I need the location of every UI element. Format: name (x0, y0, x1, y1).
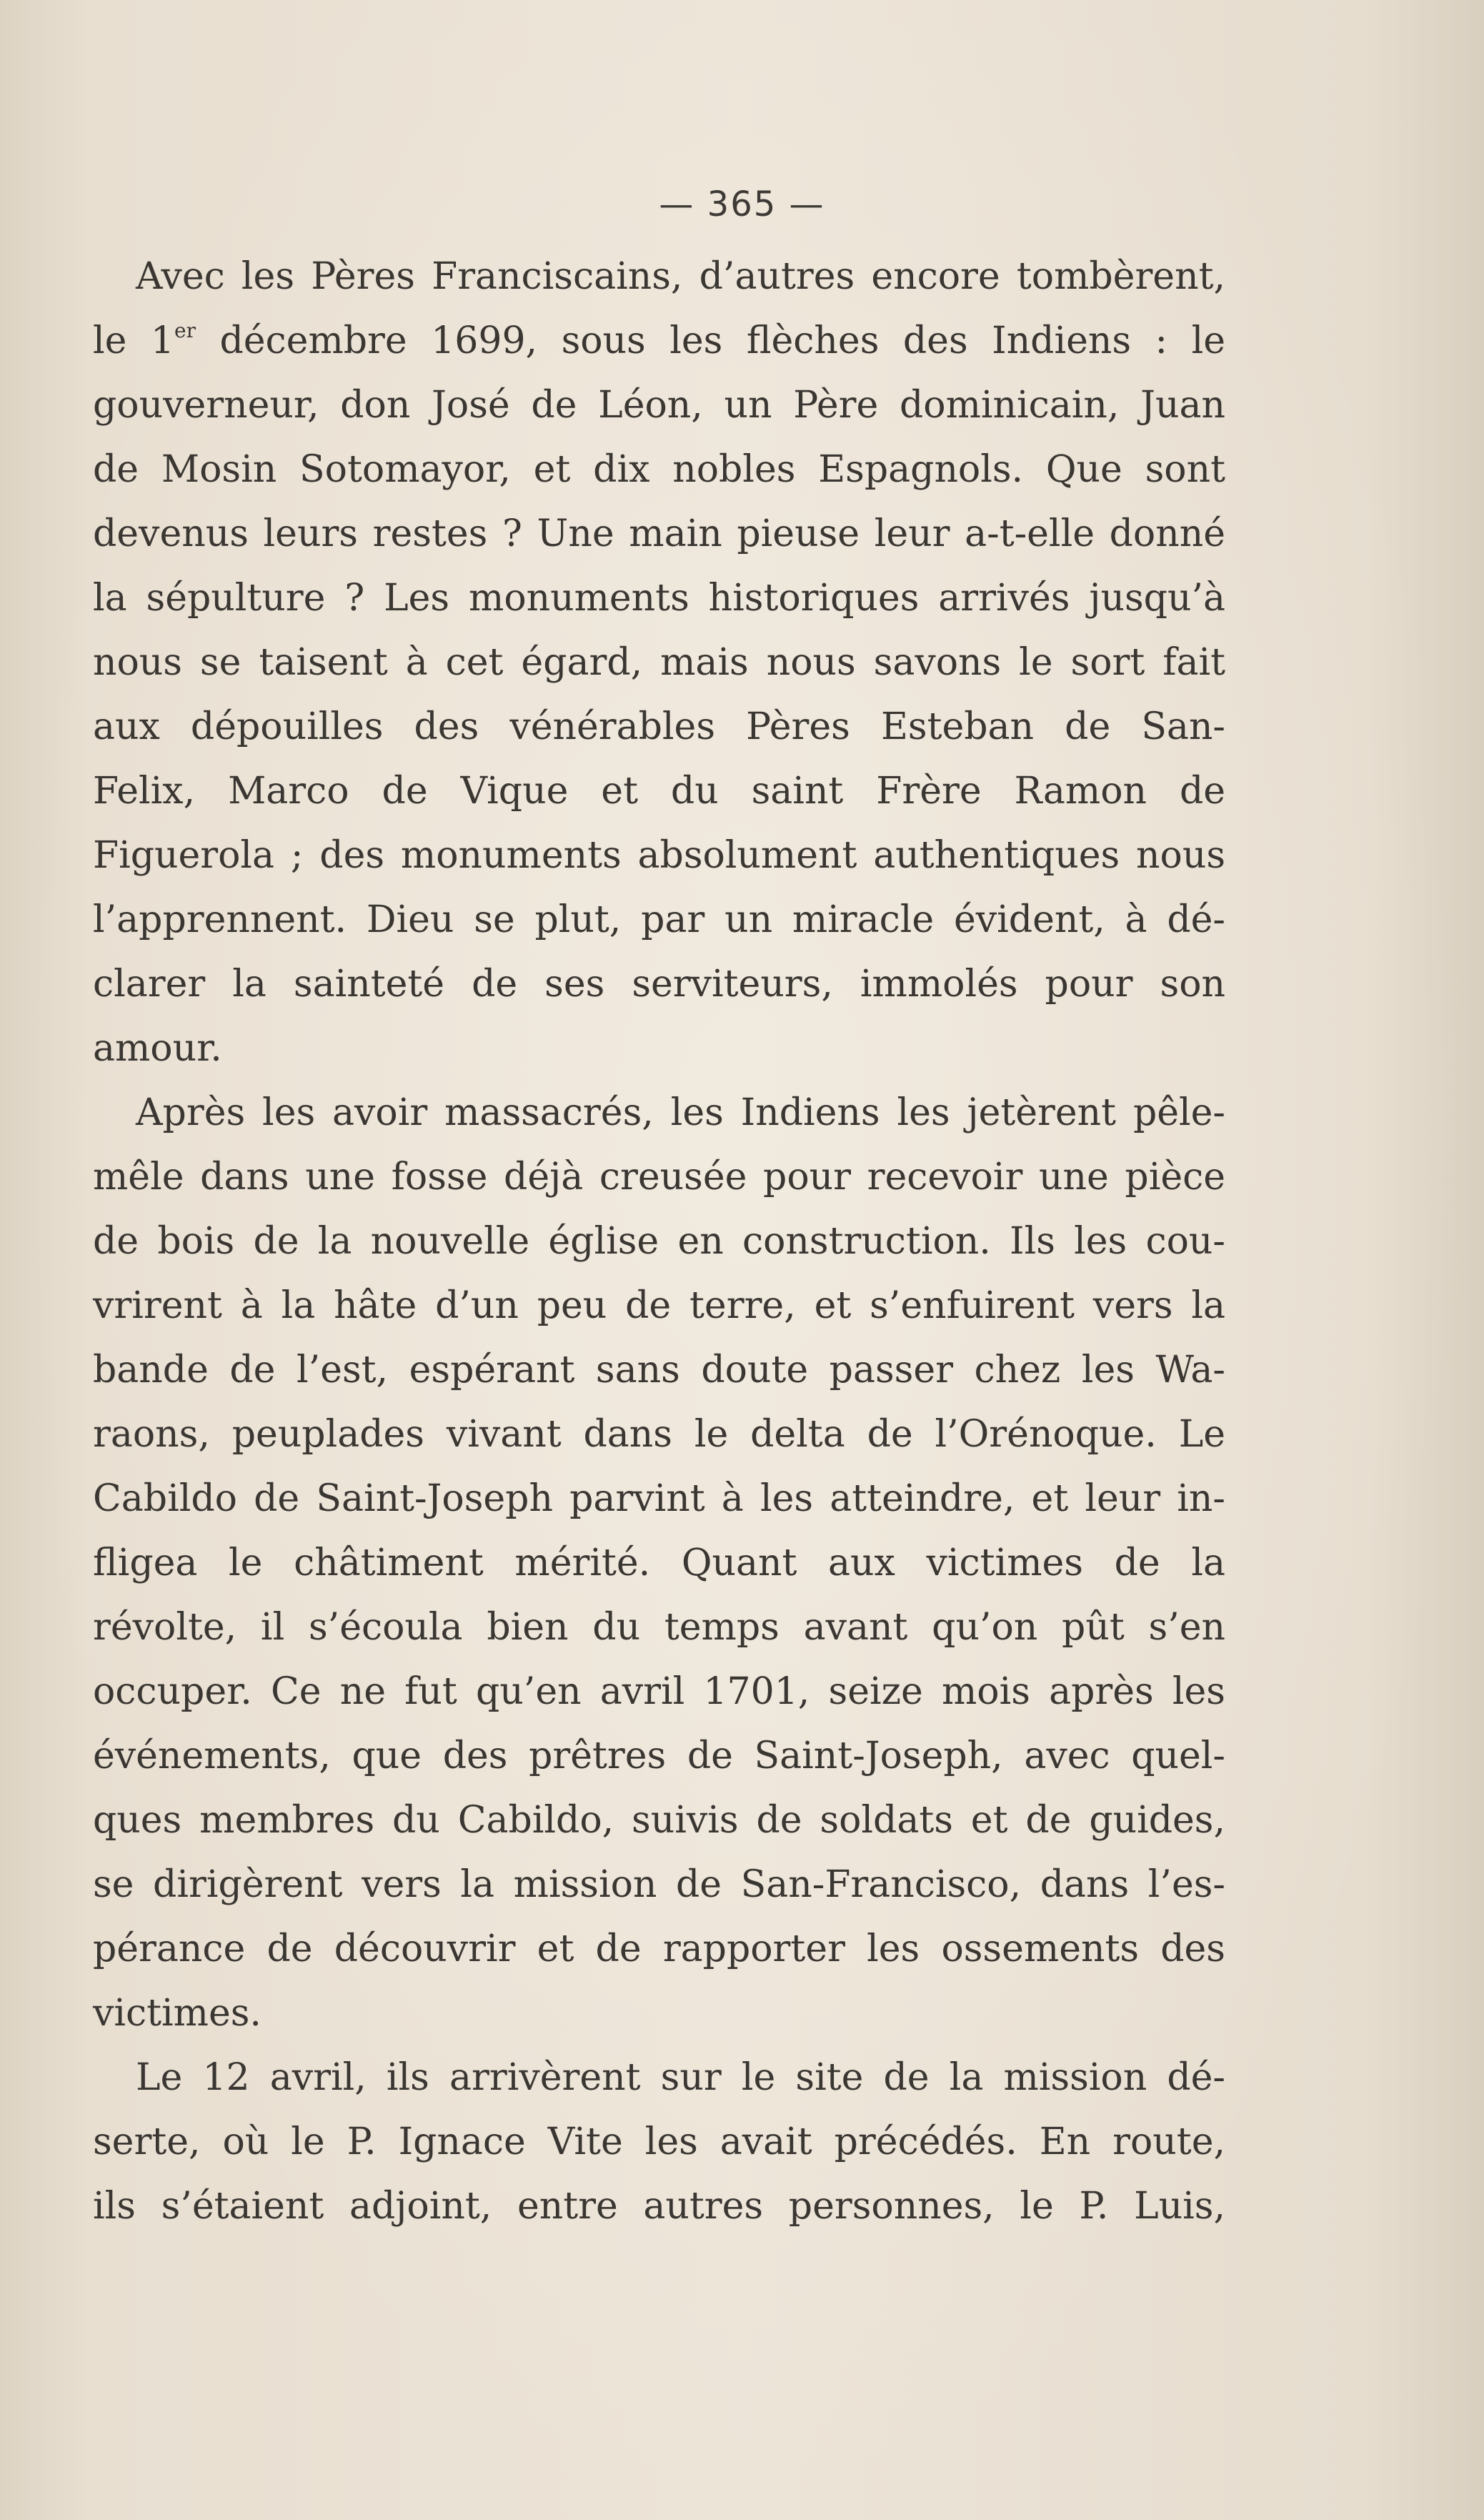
page-number-header: — 365 — (659, 184, 825, 224)
text-line: fligea le châtiment mérité. Quant aux victimes de la (93, 1542, 1225, 1584)
text-line: aux dépouilles des vénérables Pères Esteban de San- (93, 705, 1225, 748)
text-line: Avec les Pères Franciscains, d’autres encore tombèrent, (136, 255, 1225, 298)
text-line: la sépulture ? Les monuments historiques arrivés jusqu’à (93, 577, 1225, 620)
text-line: se dirigèrent vers la mission de San-Francisco, dans l’es- (93, 1863, 1225, 1906)
text-line: révolte, il s’écoula bien du temps avant qu’on pût s’en (93, 1606, 1225, 1649)
text-line: raons, peuplades vivant dans le delta de l’Orénoque. Le (93, 1413, 1225, 1456)
text-line: gouverneur, don José de Léon, un Père dominicain, Juan (93, 384, 1225, 427)
text-line: occuper. Ce ne fut qu’en avril 1701, seize mois après les (93, 1670, 1225, 1713)
text-line: amour. (93, 1027, 222, 1070)
text-line: victimes. (93, 1992, 262, 2035)
line-segment: décembre 1699, sous les flèches des Indiens : le (195, 319, 1225, 362)
text-line: nous se taisent à cet égard, mais nous savons le sort fait (93, 641, 1225, 684)
text-line: ils s’étaient adjoint, entre autres personnes, le P. Luis, (93, 2185, 1225, 2228)
text-line: mêle dans une fosse déjà creusée pour recevoir une pièce (93, 1156, 1225, 1199)
text-line: ques membres du Cabildo, suivis de soldats et de guides, (93, 1799, 1225, 1842)
text-line: Après les avoir massacrés, les Indiens les jetèrent pêle- (136, 1091, 1225, 1134)
text-line: Figuerola ; des monuments absolument authentiques nous (93, 834, 1225, 877)
text-line: bande de l’est, espérant sans doute passer chez les Wa- (93, 1349, 1225, 1392)
text-line: devenus leurs restes ? Une main pieuse leur a-t-elle donné (93, 512, 1225, 555)
text-line: de Mosin Sotomayor, et dix nobles Espagnols. Que sont (93, 448, 1225, 491)
text-line: serte, où le P. Ignace Vite les avait précédés. En route, (93, 2120, 1225, 2163)
superscript: er (174, 319, 196, 342)
text-line: pérance de découvrir et de rapporter les ossements des (93, 1928, 1225, 1970)
text-line: vrirent à la hâte d’un peu de terre, et s’enfuirent vers la (93, 1284, 1225, 1327)
text-line: Cabildo de Saint-Joseph parvint à les atteindre, et leur in- (93, 1477, 1225, 1520)
text-line (93, 319, 1225, 363)
text-line: l’apprennent. Dieu se plut, par un miracle évident, à dé- (93, 898, 1225, 941)
text-line: de bois de la nouvelle église en construction. Ils les cou- (93, 1220, 1225, 1263)
line-segment: le 1 (93, 319, 175, 362)
text-line: Felix, Marco de Vique et du saint Frère Ramon de (93, 770, 1225, 813)
text-line: Le 12 avril, ils arrivèrent sur le site de la mission dé- (136, 2056, 1225, 2099)
text-line: événements, que des prêtres de Saint-Joseph, avec quel- (93, 1735, 1225, 1777)
text-line: clarer la sainteté de ses serviteurs, immolés pour son (93, 963, 1225, 1006)
